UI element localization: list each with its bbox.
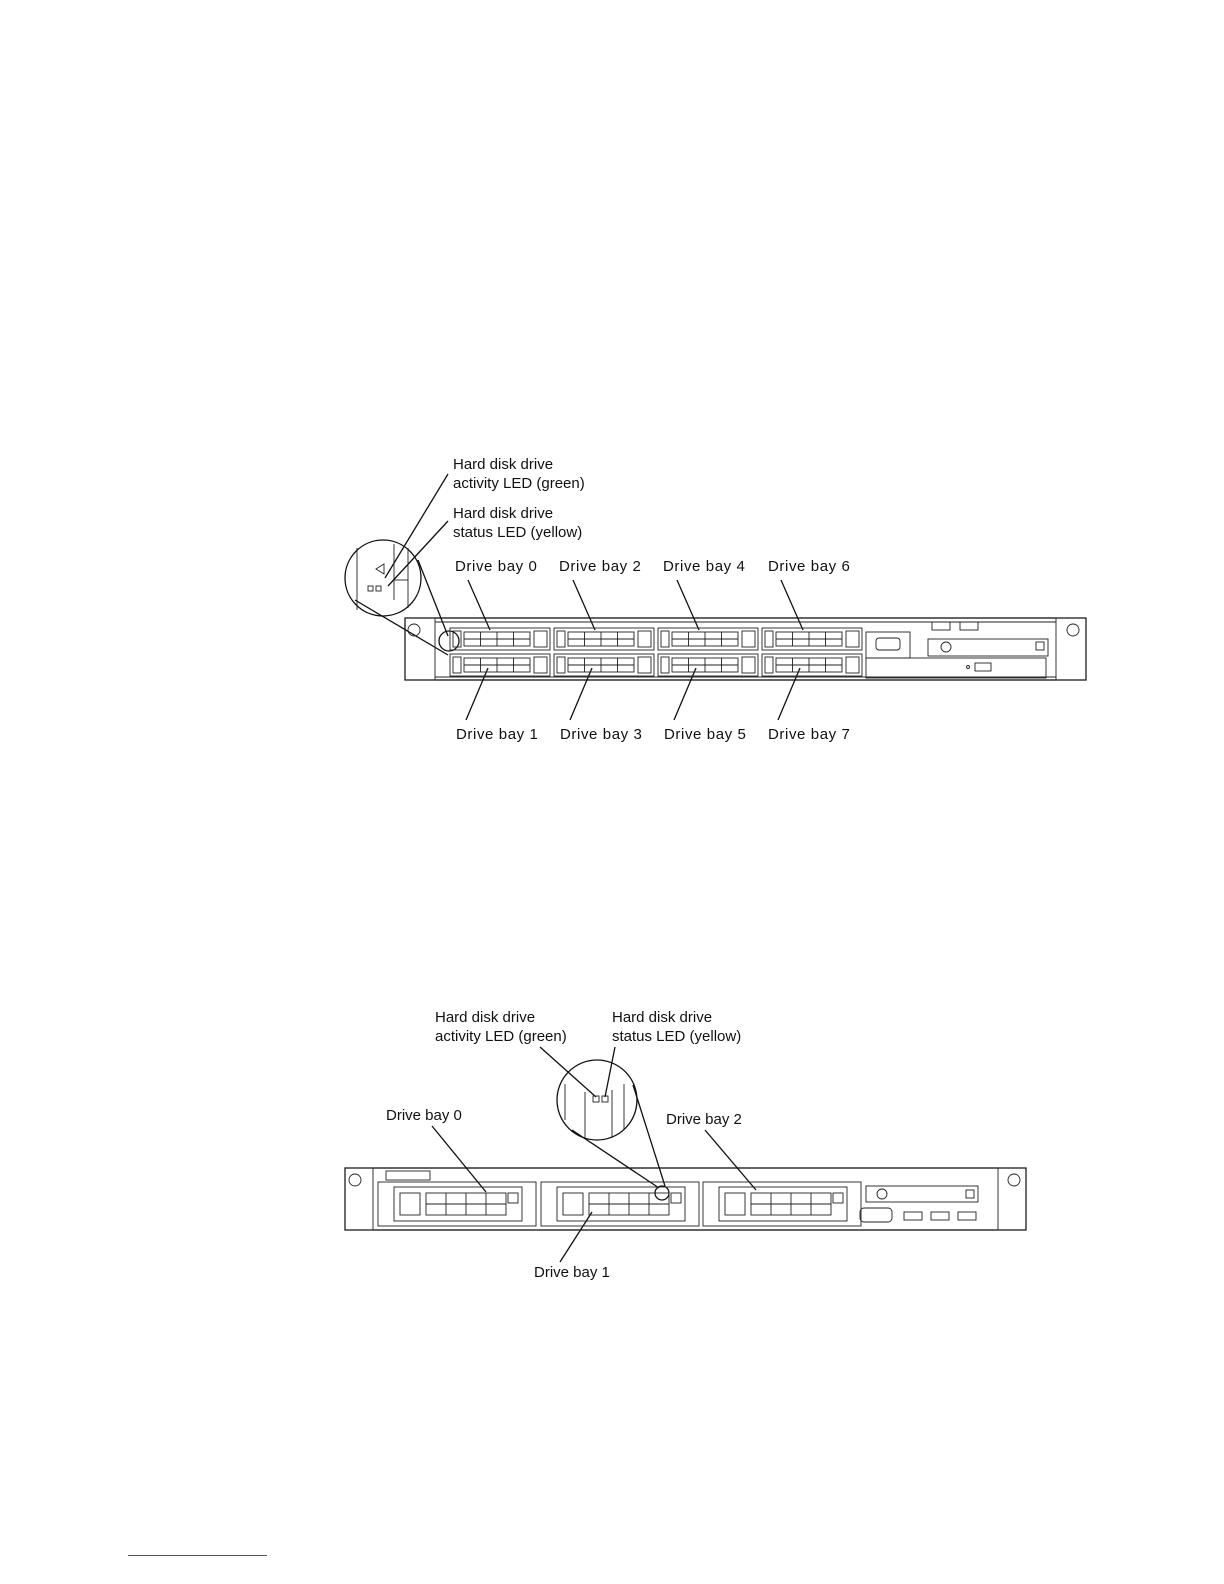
- top-bay-4-label: Drive bay 4: [663, 558, 746, 575]
- top-bay-7-label: Drive bay 7: [768, 726, 851, 743]
- bottom-lock-icon: [966, 1190, 974, 1198]
- top-usb-icon: [932, 622, 950, 630]
- bottom-video-port-icon: [860, 1208, 892, 1222]
- bottom-power-button-icon: [877, 1189, 887, 1199]
- bottom-right-handle-icon: [1008, 1174, 1020, 1186]
- bottom-server-chassis: [345, 1168, 1026, 1230]
- top-activity-led-label-line2: activity LED (green): [453, 475, 585, 492]
- bottom-drive-bay[interactable]: [378, 1182, 536, 1226]
- top-video-port-area: [866, 632, 910, 658]
- top-usb-icon: [960, 622, 978, 630]
- bottom-left-handle-icon: [349, 1174, 361, 1186]
- top-activity-led-leader: [385, 474, 448, 578]
- top-status-led-icon: [376, 586, 381, 591]
- top-bay-5-label: Drive bay 5: [664, 726, 747, 743]
- top-drive-bay[interactable]: [450, 628, 550, 650]
- figure-bottom-3-bay: [345, 1009, 1026, 1281]
- bottom-status-led-label-line1: Hard disk drive: [612, 1009, 713, 1026]
- top-activity-led-icon: [368, 586, 373, 591]
- top-power-button-icon: [941, 642, 951, 652]
- bottom-operator-panel: [866, 1186, 978, 1202]
- top-right-handle-icon: [1067, 624, 1079, 636]
- top-drive-bay[interactable]: [554, 628, 654, 650]
- bottom-drive-bays: [378, 1182, 861, 1226]
- top-bay-6-label: Drive bay 6: [768, 558, 851, 575]
- top-drive-bay[interactable]: [554, 654, 654, 676]
- figure-top-8-bay: [345, 456, 1086, 743]
- bottom-usb-icon: [931, 1212, 949, 1220]
- top-optical-eject-icon: [975, 663, 991, 671]
- top-bay-1-label: Drive bay 1: [456, 726, 539, 743]
- top-drive-bay[interactable]: [762, 654, 862, 676]
- top-status-led-leader: [388, 521, 448, 586]
- top-lock-icon: [1036, 642, 1044, 650]
- top-drive-bay[interactable]: [658, 628, 758, 650]
- top-bay-0-label: Drive bay 0: [455, 558, 538, 575]
- top-triangle-icon: [376, 564, 384, 574]
- top-drive-bay[interactable]: [762, 628, 862, 650]
- top-drive-bay[interactable]: [658, 654, 758, 676]
- bottom-status-led-label-line2: status LED (yellow): [612, 1028, 742, 1045]
- bottom-usb-icon: [904, 1212, 922, 1220]
- bottom-activity-led-label-line2: activity LED (green): [435, 1028, 567, 1045]
- top-bay-3-label: Drive bay 3: [560, 726, 643, 743]
- bottom-activity-led-label-line1: Hard disk drive: [435, 1009, 536, 1026]
- top-optical-drive: [866, 658, 1046, 678]
- bottom-drive-bay[interactable]: [541, 1182, 699, 1226]
- top-drive-bay[interactable]: [450, 654, 550, 676]
- top-status-led-label-line2: status LED (yellow): [453, 524, 583, 541]
- bottom-bay-1-label: Drive bay 1: [534, 1264, 610, 1281]
- top-bay-2-label: Drive bay 2: [559, 558, 642, 575]
- bottom-usb-icon: [958, 1212, 976, 1220]
- top-status-led-label-line1: Hard disk drive: [453, 505, 554, 522]
- bottom-label-tab: [386, 1171, 430, 1180]
- top-server-chassis: [405, 618, 1086, 680]
- top-video-port-icon: [876, 638, 900, 650]
- bottom-drive-bay[interactable]: [703, 1182, 861, 1226]
- top-activity-led-label-line1: Hard disk drive: [453, 456, 554, 473]
- bottom-led-magnifier: [557, 1060, 669, 1200]
- top-operator-panel: [928, 639, 1048, 656]
- footnote-rule: [128, 1555, 267, 1556]
- bottom-bay-0-label: Drive bay 0: [386, 1107, 462, 1124]
- top-led-magnifier: [345, 540, 459, 655]
- bottom-bay-2-label: Drive bay 2: [666, 1111, 742, 1128]
